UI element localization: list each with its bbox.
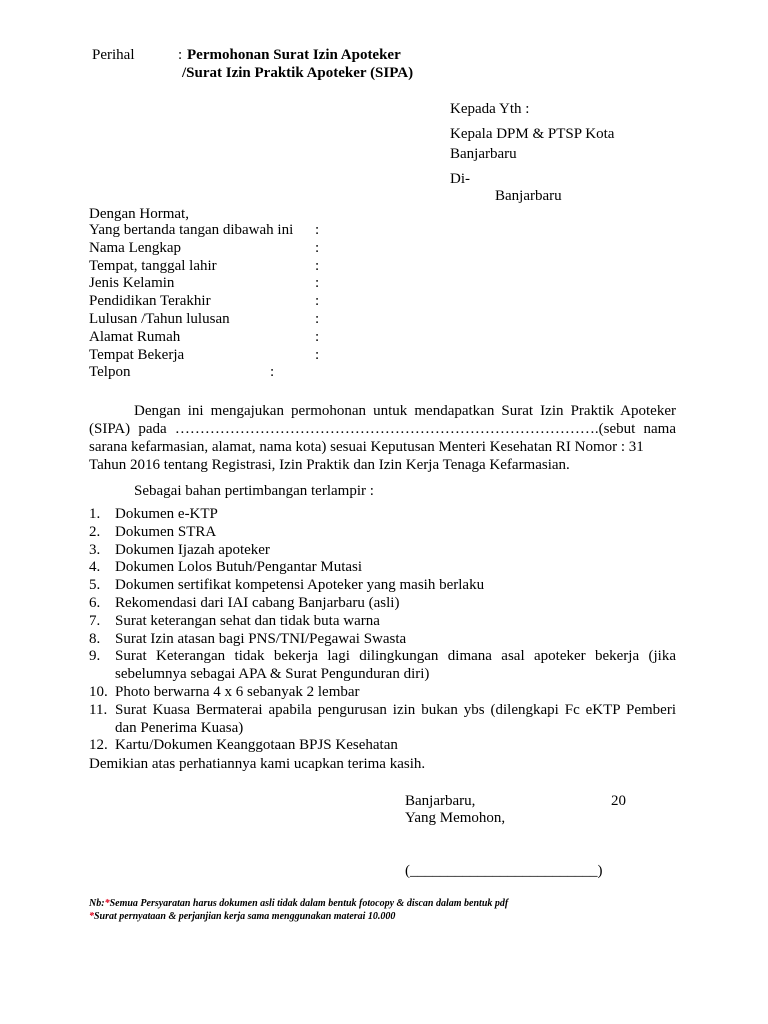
list-item: 12. Kartu/Dokumen Keanggotaan BPJS Kesehatan — [89, 737, 398, 754]
form-colon: : — [315, 346, 320, 363]
recipient-line-1: Kepala DPM & PTSP Kota — [450, 126, 615, 142]
recipient-salutation: Kepada Yth : — [450, 101, 530, 117]
list-item: 11. Surat Kuasa Bermaterai apabila pengurusan izin bukan ybs (dilengkapi Fc eKTP Pemberi dan Penerima Kuasa) — [89, 701, 676, 736]
form-colon: : — [315, 222, 320, 238]
form-label: Nama Lengkap — [89, 239, 182, 256]
list-item: 3. Dokumen Ijazah apoteker — [89, 541, 270, 558]
form-label: Tempat Bekerja — [89, 346, 185, 363]
list-item: 4. Dokumen Lolos Butuh/Pengantar Mutasi — [89, 559, 363, 576]
list-item: 5. Dokumen sertifikat kompetensi Apoteker yang masih berlaku — [89, 577, 485, 594]
list-item: 6. Rekomendasi dari IAI cabang Banjarbaru (asli) — [89, 594, 400, 611]
note-1 — [89, 898, 508, 910]
signature-line: (_________________________) — [405, 863, 603, 879]
signature-year: 20 — [611, 793, 626, 809]
form-colon: : — [315, 275, 320, 292]
form-colon: : — [315, 328, 320, 345]
greeting: Dengan Hormat, — [89, 206, 189, 222]
perihal-colon: : — [178, 47, 183, 63]
list-item: 8. Surat Izin atasan bagi PNS/TNI/Pegawai Swasta — [89, 630, 407, 647]
note-star: * — [89, 911, 94, 922]
form-colon: : — [315, 310, 320, 327]
form-label: Pendidikan Terakhir — [89, 293, 211, 310]
attachment-list — [89, 506, 676, 755]
list-item: 1. Dokumen e-KTP — [89, 506, 218, 522]
note-2 — [89, 911, 395, 923]
recipient-di: Di- — [450, 171, 470, 187]
form-colon: : — [315, 293, 320, 310]
request-paragraph-text: Dengan ini mengajukan permohonan untuk mendapatkan Surat Izin Praktik Apoteker (SIPA) pada ………………………………………………………………………….(sebut nama sarana kefarmasian, alamat, nama kota) sesuai Keputusan Menteri Kesehatan RI Nomor : 31 — [89, 403, 676, 455]
form-colon: : — [270, 364, 275, 381]
list-item: 9. Surat Keterangan tidak bekerja lagi dilingkungan dimana asal apoteker bekerja (jika sebelumnya sebagai APA & Surat Pengunduran diri) — [89, 648, 676, 683]
subject-line-1: Permohonan Surat Izin Apoteker — [187, 47, 401, 63]
request-paragraph-last-line: Tahun 2016 tentang Registrasi, Izin Praktik dan Izin Kerja Tenaga Kefarmasian. — [89, 457, 570, 473]
signature-city: Banjarbaru, — [405, 793, 476, 809]
list-item: 7. Surat keterangan sehat dan tidak buta warna — [89, 612, 380, 629]
form-label: Tempat, tanggal lahir — [89, 257, 217, 274]
recipient-city: Banjarbaru — [495, 188, 562, 204]
note-2-text: Surat pernyataan & perjanjian kerja sama menggunakan materai 10.000 — [94, 911, 396, 922]
closing-line: Demikian atas perhatiannya kami ucapkan terima kasih. — [89, 756, 426, 772]
form-label: Lulusan /Tahun lulusan — [89, 310, 230, 327]
note-star: * — [104, 898, 110, 909]
form-colon: : — [315, 257, 320, 274]
list-item: 2. Dokumen STRA — [89, 523, 217, 540]
form-label: Jenis Kelamin — [89, 275, 175, 292]
note-1-text: Semua Persyaratan harus dokumen asli tidak dalam bentuk fotocopy & discan dalam bentuk pdf — [109, 898, 509, 909]
form-label: Alamat Rumah — [89, 328, 181, 345]
subject-line-2: /Surat Izin Praktik Apoteker (SIPA) — [182, 65, 414, 81]
perihal-label: Perihal — [92, 47, 135, 63]
recipient-line-2: Banjarbaru — [450, 146, 517, 162]
request-paragraph — [89, 402, 676, 474]
attachments-intro: Sebagai bahan pertimbangan terlampir : — [134, 483, 374, 499]
form-label: Yang bertanda tangan dibawah ini — [89, 222, 294, 238]
form-label: Telpon — [89, 364, 131, 381]
signature-applicant: Yang Memohon, — [405, 810, 506, 826]
form-colon: : — [315, 239, 320, 256]
list-item: 10. Photo berwarna 4 x 6 sebanyak 2 lembar — [89, 683, 360, 700]
note-prefix: Nb: — [89, 898, 105, 909]
